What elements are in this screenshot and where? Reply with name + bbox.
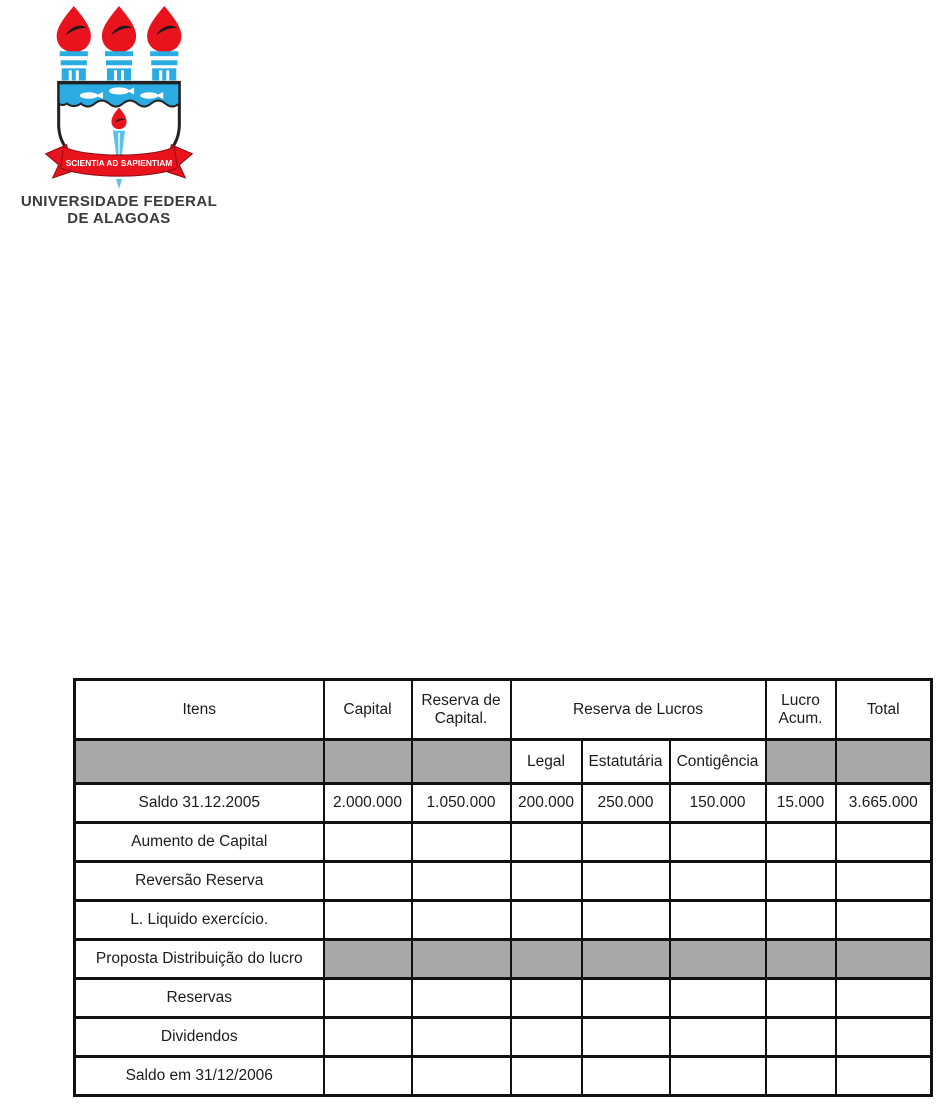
value-cell: [836, 1057, 932, 1096]
value-cell: [766, 979, 836, 1018]
motto-text: SCIENTIA AD SAPIENTIAM: [65, 158, 173, 168]
row-label: Proposta Distribuição do lucro: [75, 940, 324, 979]
value-cell: [836, 1018, 932, 1057]
value-cell: [766, 940, 836, 979]
value-cell: [670, 1057, 766, 1096]
value-cell: [582, 862, 670, 901]
value-cell: [670, 1018, 766, 1057]
value-cell: 250.000: [582, 784, 670, 823]
subcol-header-contigencia: Contigência: [670, 740, 766, 784]
value-cell: [582, 940, 670, 979]
gray-spacer-cell: [766, 740, 836, 784]
value-cell: [766, 862, 836, 901]
value-cell: [582, 1057, 670, 1096]
gray-spacer-cell: [75, 740, 324, 784]
institution-name-line1: UNIVERSIDADE FEDERAL: [20, 193, 218, 210]
value-cell: [412, 862, 511, 901]
value-cell: [412, 1018, 511, 1057]
value-cell: [766, 1018, 836, 1057]
col-header-reserva-lucros: Reserva de Lucros: [511, 680, 766, 740]
value-cell: [582, 823, 670, 862]
value-cell: 15.000: [766, 784, 836, 823]
table-row-reservas: [75, 979, 932, 1018]
table-row-lucro-liquido: [75, 901, 932, 940]
value-cell: [511, 823, 582, 862]
value-cell: [511, 1057, 582, 1096]
col-header-capital: Capital: [324, 680, 412, 740]
row-label: L. Liquido exercício.: [75, 901, 324, 940]
value-cell: [766, 823, 836, 862]
value-cell: [670, 940, 766, 979]
row-label: Saldo em 31/12/2006: [75, 1057, 324, 1096]
subcol-header-legal: Legal: [511, 740, 582, 784]
value-cell: 150.000: [670, 784, 766, 823]
value-cell: [412, 1057, 511, 1096]
value-cell: [324, 1018, 412, 1057]
table-row-reversao-reserva: [75, 862, 932, 901]
value-cell: [324, 979, 412, 1018]
table-row-saldo-2006: [75, 1057, 932, 1096]
row-label: Dividendos: [75, 1018, 324, 1057]
value-cell: [412, 940, 511, 979]
value-cell: [836, 862, 932, 901]
row-label: Saldo 31.12.2005: [75, 784, 324, 823]
gray-spacer-cell: [412, 740, 511, 784]
value-cell: [766, 1057, 836, 1096]
value-cell: 1.050.000: [412, 784, 511, 823]
row-label: Reversão Reserva: [75, 862, 324, 901]
value-cell: [412, 979, 511, 1018]
value-cell: [766, 901, 836, 940]
subcol-header-estatutaria: Estatutária: [582, 740, 670, 784]
institution-name-line2: DE ALAGOAS: [67, 210, 171, 227]
table-row-dividendos: [75, 1018, 932, 1057]
value-cell: [511, 901, 582, 940]
table-row-saldo-2005: [75, 784, 932, 823]
value-cell: [836, 901, 932, 940]
value-cell: [582, 979, 670, 1018]
value-cell: 200.000: [511, 784, 582, 823]
value-cell: [324, 862, 412, 901]
header-row-sub: [75, 740, 932, 784]
col-header-total: Total: [836, 680, 932, 740]
table-row-aumento-capital: [75, 823, 932, 862]
value-cell: [324, 1057, 412, 1096]
value-cell: [836, 823, 932, 862]
value-cell: [511, 979, 582, 1018]
row-label: Reservas: [75, 979, 324, 1018]
header-row-main: [75, 680, 932, 740]
table-row-proposta-distribuicao: [75, 940, 932, 979]
col-header-reserva-capital: Reserva de Capital.: [412, 680, 511, 740]
value-cell: [670, 901, 766, 940]
value-cell: [582, 901, 670, 940]
value-cell: 2.000.000: [324, 784, 412, 823]
value-cell: [836, 979, 932, 1018]
value-cell: [324, 823, 412, 862]
value-cell: [511, 1018, 582, 1057]
value-cell: [324, 940, 412, 979]
gray-spacer-cell: [324, 740, 412, 784]
value-cell: [412, 823, 511, 862]
value-cell: [511, 862, 582, 901]
row-label: Aumento de Capital: [75, 823, 324, 862]
value-cell: [324, 901, 412, 940]
value-cell: [582, 1018, 670, 1057]
torch-flames-icon: [57, 6, 182, 80]
ufal-crest-icon: [43, 4, 195, 190]
value-cell: [670, 823, 766, 862]
value-cell: [670, 862, 766, 901]
equity-table-container: [73, 678, 931, 1097]
equity-mutations-table: [73, 678, 933, 1097]
col-header-lucro-acum: Lucro Acum.: [766, 680, 836, 740]
value-cell: 3.665.000: [836, 784, 932, 823]
gray-spacer-cell: [836, 740, 932, 784]
value-cell: [670, 979, 766, 1018]
ufal-logo: [8, 4, 230, 227]
col-header-itens: Itens: [75, 680, 324, 740]
value-cell: [412, 901, 511, 940]
value-cell: [836, 940, 932, 979]
value-cell: [511, 940, 582, 979]
